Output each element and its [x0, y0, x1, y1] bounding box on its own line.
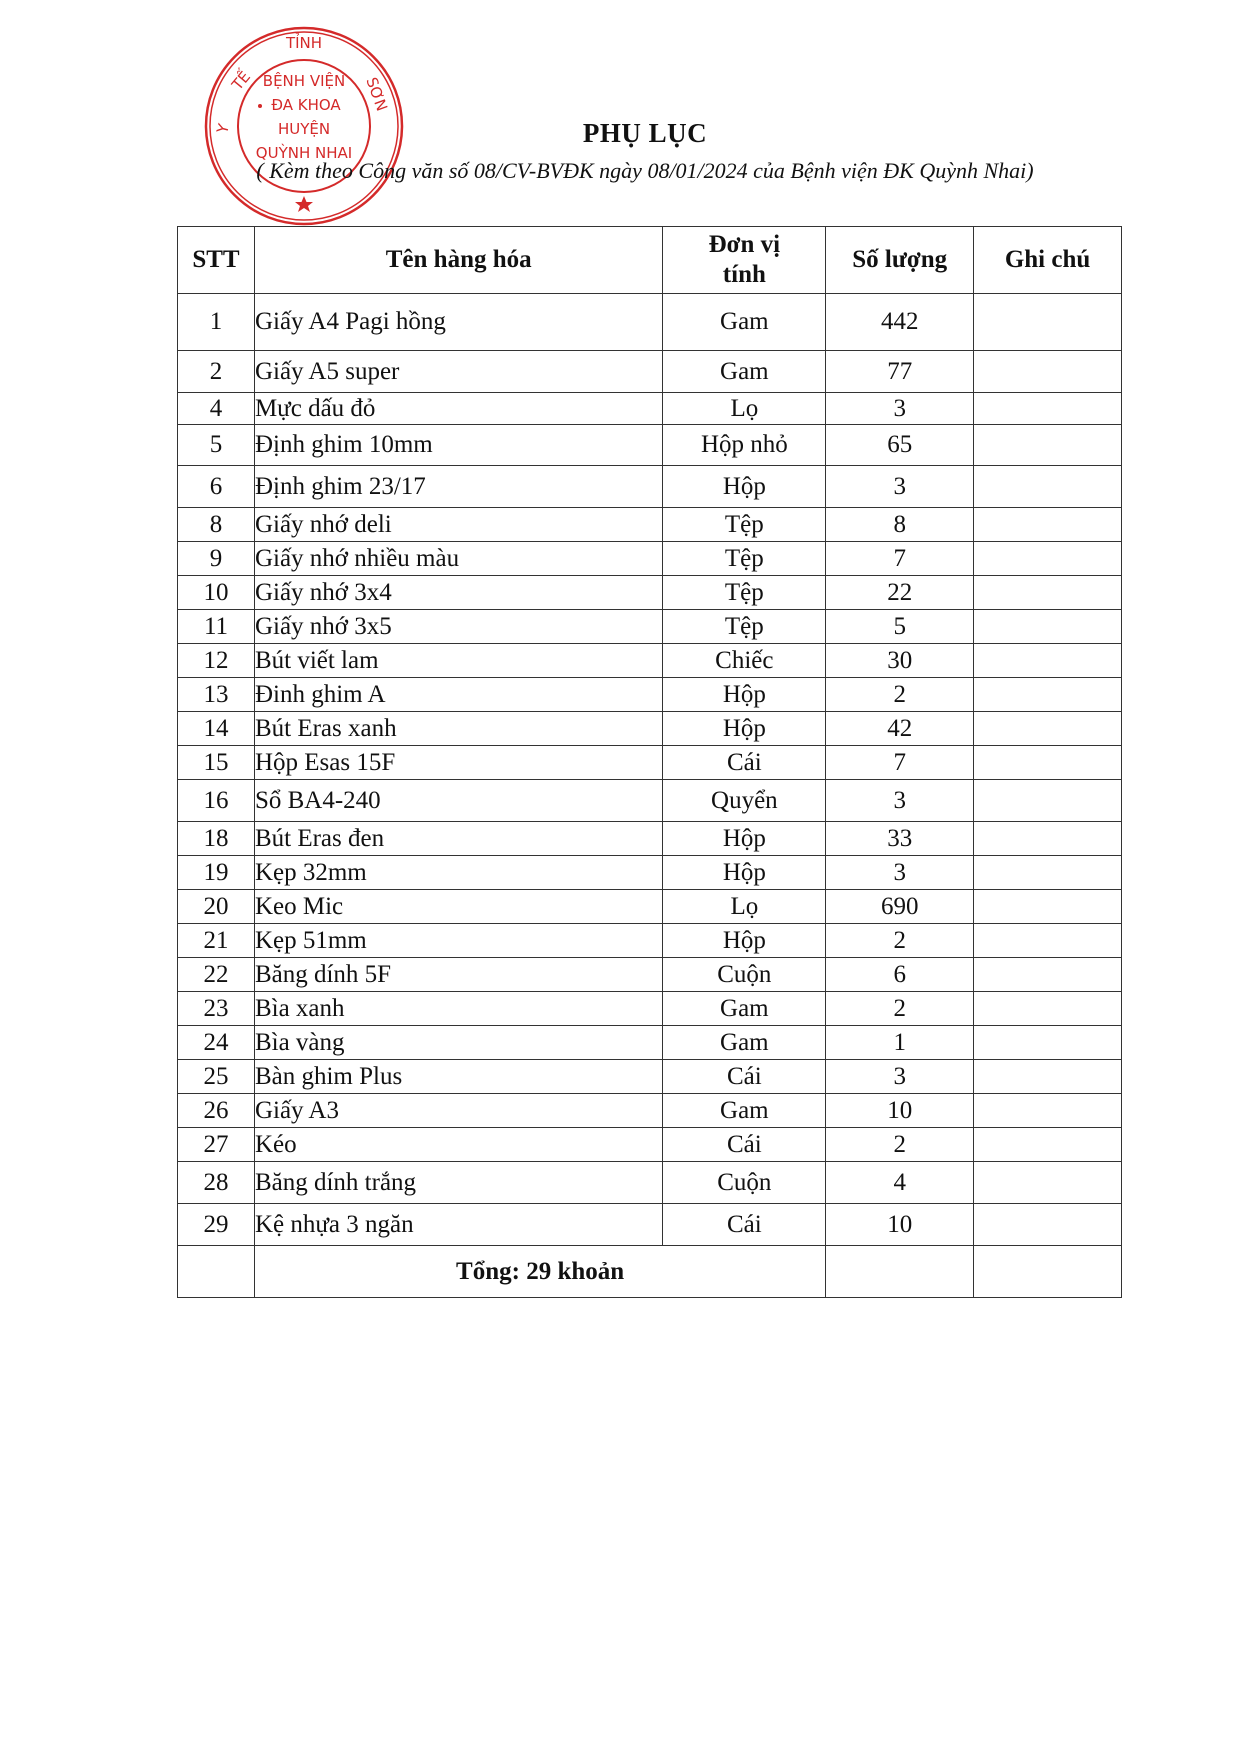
cell-unit: Chiếc [663, 644, 826, 678]
cell-note [974, 678, 1122, 712]
cell-name: Bút viết lam [254, 644, 662, 678]
header-unit-line2: tính [722, 261, 766, 288]
table-row [178, 1128, 1122, 1162]
table-row [178, 822, 1122, 856]
cell-unit: Tệp [663, 542, 826, 576]
cell-qty: 3 [826, 780, 974, 822]
table-row [178, 1204, 1122, 1246]
cell-stt: 12 [178, 644, 255, 678]
cell-stt: 18 [178, 822, 255, 856]
cell-note [974, 1060, 1122, 1094]
table-row [178, 890, 1122, 924]
table-header-row [178, 227, 1122, 294]
cell-name: Kéo [254, 1128, 662, 1162]
cell-note [974, 924, 1122, 958]
cell-name: Mực dấu đỏ [254, 393, 662, 425]
cell-qty: 690 [826, 890, 974, 924]
cell-stt: 25 [178, 1060, 255, 1094]
cell-note [974, 425, 1122, 466]
cell-name: Bút Eras đen [254, 822, 662, 856]
cell-unit: Tệp [663, 508, 826, 542]
cell-note [974, 856, 1122, 890]
svg-text:TẾ: TẾ [228, 67, 255, 94]
cell-note [974, 712, 1122, 746]
cell-stt: 28 [178, 1162, 255, 1204]
table-total-row [178, 1246, 1122, 1298]
page-title: PHỤ LỤC [582, 118, 708, 148]
cell-note [974, 393, 1122, 425]
table-row [178, 1094, 1122, 1128]
cell-name: Bìa vàng [254, 1026, 662, 1060]
cell-note [974, 576, 1122, 610]
table-row [178, 712, 1122, 746]
cell-note [974, 746, 1122, 780]
cell-qty: 30 [826, 644, 974, 678]
cell-unit: Tệp [663, 576, 826, 610]
total-note-cell [974, 1246, 1122, 1298]
cell-unit: Gam [663, 294, 826, 351]
cell-qty: 3 [826, 393, 974, 425]
cell-name: Giấy nhớ nhiều màu [254, 542, 662, 576]
table-row [178, 425, 1122, 466]
table-row [178, 1026, 1122, 1060]
cell-qty: 6 [826, 958, 974, 992]
cell-stt: 23 [178, 992, 255, 1026]
cell-unit: Hộp [663, 712, 826, 746]
cell-name: Giấy A5 super [254, 351, 662, 393]
svg-text:TỈNH: TỈNH [285, 34, 323, 52]
cell-name: Kẹp 51mm [254, 924, 662, 958]
cell-note [974, 780, 1122, 822]
cell-name: Keo Mic [254, 890, 662, 924]
cell-qty: 4 [826, 1162, 974, 1204]
cell-stt: 24 [178, 1026, 255, 1060]
table-row [178, 466, 1122, 508]
cell-stt: 20 [178, 890, 255, 924]
table-body [178, 294, 1122, 1298]
cell-qty: 2 [826, 992, 974, 1026]
cell-unit: Hộp [663, 678, 826, 712]
table-row [178, 746, 1122, 780]
cell-name: Sổ BA4-240 [254, 780, 662, 822]
cell-name: Giấy nhớ deli [254, 508, 662, 542]
cell-note [974, 890, 1122, 924]
page-subtitle: ( Kèm theo Công văn số 08/CV-BVĐK ngày 08/01/2024 của Bệnh viện ĐK Quỳnh Nhai) [256, 158, 1034, 183]
cell-name: Băng dính trắng [254, 1162, 662, 1204]
cell-qty: 10 [826, 1204, 974, 1246]
cell-stt: 14 [178, 712, 255, 746]
cell-name: Bút Eras xanh [254, 712, 662, 746]
table-row [178, 1162, 1122, 1204]
table-row [178, 856, 1122, 890]
cell-unit: Hộp [663, 466, 826, 508]
header-unit [663, 227, 826, 294]
svg-text:HUYỆN: HUYỆN [277, 120, 331, 138]
table-row [178, 294, 1122, 351]
cell-stt: 16 [178, 780, 255, 822]
cell-name: Băng dính 5F [254, 958, 662, 992]
cell-stt: 6 [178, 466, 255, 508]
cell-name: Giấy nhớ 3x4 [254, 576, 662, 610]
table-row [178, 780, 1122, 822]
cell-stt: 15 [178, 746, 255, 780]
cell-stt: 19 [178, 856, 255, 890]
cell-qty: 7 [826, 746, 974, 780]
table-row [178, 610, 1122, 644]
cell-name: Định ghim 23/17 [254, 466, 662, 508]
cell-note [974, 1026, 1122, 1060]
cell-qty: 77 [826, 351, 974, 393]
header-name: Tên hàng hóa [254, 227, 662, 294]
header-unit-line1: Đơn vị [708, 231, 781, 258]
table-row [178, 542, 1122, 576]
cell-qty: 2 [826, 678, 974, 712]
table-row [178, 992, 1122, 1026]
cell-qty: 1 [826, 1026, 974, 1060]
svg-text:BỆNH VIỆN: BỆNH VIỆN [262, 72, 346, 90]
table-row [178, 351, 1122, 393]
cell-note [974, 992, 1122, 1026]
cell-qty: 3 [826, 466, 974, 508]
cell-stt: 29 [178, 1204, 255, 1246]
header-stt: STT [178, 227, 255, 294]
cell-unit: Hộp [663, 856, 826, 890]
cell-note [974, 644, 1122, 678]
cell-stt: 21 [178, 924, 255, 958]
cell-stt: 22 [178, 958, 255, 992]
cell-unit: Quyển [663, 780, 826, 822]
table-row [178, 644, 1122, 678]
header-note: Ghi chú [974, 227, 1122, 294]
cell-unit: Hộp nhỏ [663, 425, 826, 466]
cell-qty: 2 [826, 1128, 974, 1162]
header-qty: Số lượng [826, 227, 974, 294]
cell-note [974, 508, 1122, 542]
cell-unit: Gam [663, 1026, 826, 1060]
cell-name: Định ghim 10mm [254, 425, 662, 466]
cell-unit: Cuộn [663, 958, 826, 992]
cell-name: Giấy A3 [254, 1094, 662, 1128]
cell-stt: 26 [178, 1094, 255, 1128]
cell-note [974, 542, 1122, 576]
cell-unit: Cái [663, 1128, 826, 1162]
cell-qty: 3 [826, 856, 974, 890]
total-stt-cell [178, 1246, 255, 1298]
cell-qty: 8 [826, 508, 974, 542]
cell-unit: Hộp [663, 924, 826, 958]
cell-stt: 9 [178, 542, 255, 576]
cell-stt: 5 [178, 425, 255, 466]
cell-note [974, 1128, 1122, 1162]
table-row [178, 958, 1122, 992]
svg-text:ĐA KHOA: ĐA KHOA [271, 96, 341, 114]
cell-note [974, 610, 1122, 644]
cell-qty: 3 [826, 1060, 974, 1094]
cell-qty: 65 [826, 425, 974, 466]
cell-name: Giấy nhớ 3x5 [254, 610, 662, 644]
svg-text:QUỲNH NHAI: QUỲNH NHAI [255, 144, 353, 162]
cell-stt: 11 [178, 610, 255, 644]
table-row [178, 678, 1122, 712]
table-row [178, 508, 1122, 542]
cell-qty: 33 [826, 822, 974, 856]
cell-note [974, 822, 1122, 856]
cell-qty: 7 [826, 542, 974, 576]
cell-unit: Gam [663, 351, 826, 393]
cell-note [974, 958, 1122, 992]
cell-stt: 2 [178, 351, 255, 393]
cell-unit: Lọ [663, 393, 826, 425]
total-qty-cell [826, 1246, 974, 1298]
items-table [177, 226, 1122, 1298]
cell-unit: Cái [663, 746, 826, 780]
cell-unit: Lọ [663, 890, 826, 924]
cell-note [974, 1094, 1122, 1128]
cell-unit: Cuộn [663, 1162, 826, 1204]
cell-stt: 27 [178, 1128, 255, 1162]
cell-stt: 8 [178, 508, 255, 542]
cell-note [974, 1204, 1122, 1246]
table-row [178, 393, 1122, 425]
cell-name: Kệ nhựa 3 ngăn [254, 1204, 662, 1246]
cell-name: Đinh ghim A [254, 678, 662, 712]
table-row [178, 576, 1122, 610]
table-row [178, 1060, 1122, 1094]
cell-qty: 442 [826, 294, 974, 351]
cell-unit: Gam [663, 992, 826, 1026]
cell-name: Bìa xanh [254, 992, 662, 1026]
cell-name: Giấy A4 Pagi hồng [254, 294, 662, 351]
cell-note [974, 466, 1122, 508]
cell-unit: Gam [663, 1094, 826, 1128]
table-row [178, 924, 1122, 958]
total-label: Tổng: 29 khoản [254, 1246, 825, 1298]
cell-qty: 5 [826, 610, 974, 644]
cell-note [974, 294, 1122, 351]
cell-unit: Tệp [663, 610, 826, 644]
cell-stt: 1 [178, 294, 255, 351]
cell-name: Hộp Esas 15F [254, 746, 662, 780]
cell-stt: 13 [178, 678, 255, 712]
cell-stt: 4 [178, 393, 255, 425]
cell-name: Bàn ghim Plus [254, 1060, 662, 1094]
cell-qty: 2 [826, 924, 974, 958]
cell-qty: 42 [826, 712, 974, 746]
cell-stt: 10 [178, 576, 255, 610]
svg-text:SƠN: SƠN [362, 75, 392, 114]
cell-unit: Cái [663, 1204, 826, 1246]
cell-qty: 10 [826, 1094, 974, 1128]
cell-name: Kẹp 32mm [254, 856, 662, 890]
cell-qty: 22 [826, 576, 974, 610]
cell-note [974, 351, 1122, 393]
cell-unit: Cái [663, 1060, 826, 1094]
svg-text:Y: Y [213, 121, 234, 136]
cell-unit: Hộp [663, 822, 826, 856]
cell-note [974, 1162, 1122, 1204]
